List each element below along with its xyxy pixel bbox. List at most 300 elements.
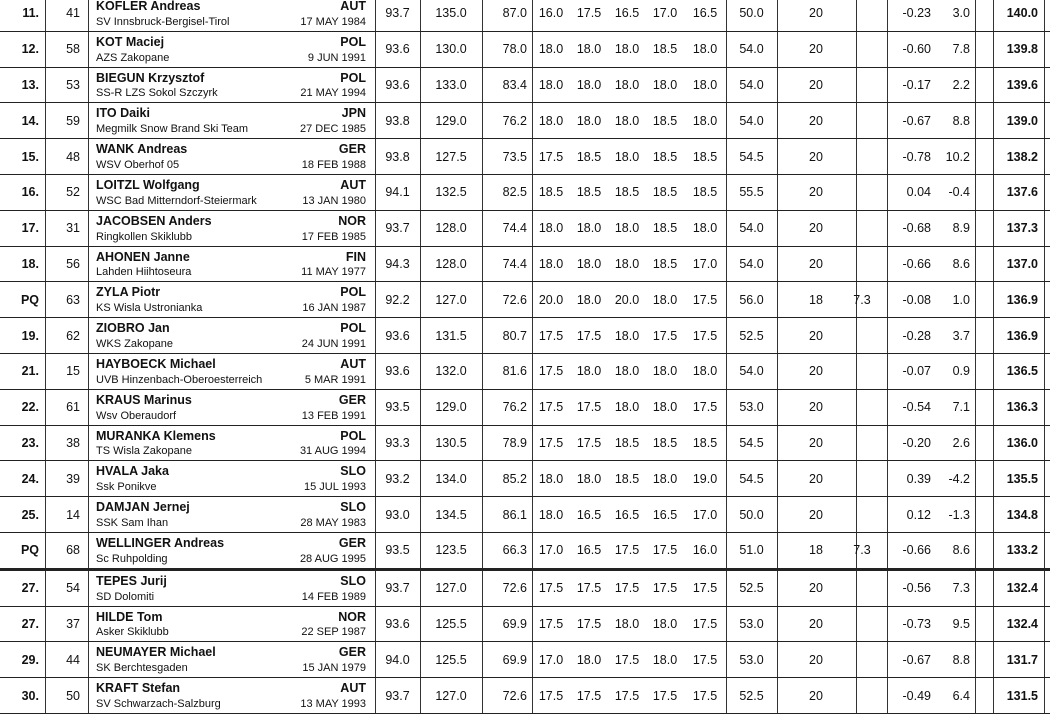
wind-speed-cell: -0.54 (902, 400, 931, 415)
column-divider (88, 354, 89, 389)
total-points-cell: 139.0 (1006, 113, 1038, 128)
column-divider (88, 103, 89, 138)
speed-cell: 93.6 (385, 77, 410, 92)
judge-score-cell: 18.0 (538, 221, 564, 236)
distance-points-cell: 69.9 (502, 616, 527, 631)
speed-cell: 93.2 (385, 471, 410, 486)
table-row (0, 426, 1050, 462)
column-divider (777, 139, 778, 174)
distance-cell: 130.0 (435, 42, 467, 57)
column-divider (1044, 461, 1045, 496)
column-divider (45, 354, 46, 389)
bib-cell: 59 (66, 113, 80, 128)
judge-score-cell: 17.0 (652, 6, 678, 21)
gate-points-cell (842, 426, 882, 461)
speed-cell: 93.5 (385, 400, 410, 415)
athlete-name: WELLINGER Andreas (96, 535, 225, 550)
date-of-birth: 13 JAN 1980 (302, 194, 366, 207)
column-divider (975, 571, 976, 606)
column-divider (777, 607, 778, 642)
judge-score-cell: 18.0 (692, 113, 718, 128)
judge-points-cell: 54.0 (739, 364, 764, 379)
nation-code: POL (340, 285, 366, 300)
judge-score-cell: 17.5 (652, 328, 678, 343)
column-divider (88, 247, 89, 282)
gate-cell: 18 (809, 292, 823, 307)
wind-points-cell: 6.4 (952, 688, 970, 703)
column-divider (45, 103, 46, 138)
nation-code: POL (340, 70, 366, 85)
date-of-birth: 31 AUG 1994 (299, 445, 366, 458)
gate-points-cell (842, 211, 882, 246)
column-divider (975, 607, 976, 642)
judge-score-cell: 18.0 (576, 652, 602, 667)
column-divider (777, 32, 778, 67)
judge-score-cell: 18.0 (652, 471, 678, 486)
gate-cell: 20 (809, 435, 823, 450)
table-row (0, 497, 1050, 533)
judge-points-cell: 56.0 (739, 292, 764, 307)
club-name: SK Berchtesgaden (96, 662, 188, 675)
distance-points-cell: 80.7 (502, 328, 527, 343)
total-points-cell: 136.0 (1006, 435, 1038, 450)
judge-score-cell: 17.0 (692, 507, 718, 522)
judge-score-cell: 18.5 (614, 471, 640, 486)
gate-cell: 20 (809, 221, 823, 236)
rank-cell: 18. (21, 256, 39, 271)
bib-cell: 61 (66, 400, 80, 415)
distance-points-cell: 78.9 (502, 435, 527, 450)
judge-points-cell: 54.5 (739, 471, 764, 486)
date-of-birth: 28 MAY 1983 (300, 516, 366, 529)
judge-score-cell: 17.5 (538, 400, 564, 415)
column-divider (45, 571, 46, 606)
column-divider (777, 0, 778, 31)
bib-cell: 68 (66, 543, 80, 558)
wind-points-cell: -1.3 (948, 507, 970, 522)
wind-points-cell: 7.1 (952, 400, 970, 415)
nation-code: AUT (340, 356, 366, 371)
nation-code: GER (338, 392, 366, 407)
wind-points-cell: -0.4 (948, 185, 970, 200)
judge-score-cell: 18.5 (652, 149, 678, 164)
distance-points-cell: 76.2 (502, 400, 527, 415)
club-name: SV Schwarzach-Salzburg (96, 697, 221, 710)
judge-score-cell: 17.0 (538, 543, 564, 558)
judge-score-cell: 18.0 (652, 616, 678, 631)
column-divider (975, 68, 976, 103)
distance-points-cell: 87.0 (502, 6, 527, 21)
column-divider (777, 461, 778, 496)
judge-score-cell: 17.5 (614, 688, 640, 703)
nation-code: AUT (340, 177, 366, 192)
speed-cell: 93.6 (385, 328, 410, 343)
judge-score-cell: 18.0 (652, 400, 678, 415)
judge-score-cell: 18.0 (576, 256, 602, 271)
column-divider (777, 497, 778, 532)
column-divider (777, 175, 778, 210)
distance-points-cell: 72.6 (502, 581, 527, 596)
distance-points-cell: 72.6 (502, 292, 527, 307)
gate-points-cell (842, 103, 882, 138)
judge-points-cell: 54.0 (739, 77, 764, 92)
judge-score-cell: 18.5 (652, 221, 678, 236)
judge-score-cell: 17.5 (576, 581, 602, 596)
gate-cell: 20 (809, 616, 823, 631)
judge-points-cell: 53.0 (739, 400, 764, 415)
judge-points-cell: 52.5 (739, 581, 764, 596)
column-divider (45, 607, 46, 642)
total-points-cell: 137.0 (1006, 256, 1038, 271)
column-divider (777, 103, 778, 138)
judge-score-cell: 18.0 (576, 113, 602, 128)
judge-points-cell: 54.0 (739, 256, 764, 271)
nation-code: GER (338, 142, 366, 157)
column-divider (975, 211, 976, 246)
table-row (0, 68, 1050, 104)
gate-cell: 20 (809, 688, 823, 703)
distance-cell: 133.0 (435, 77, 467, 92)
total-points-cell: 137.6 (1006, 185, 1038, 200)
table-row (0, 354, 1050, 390)
column-divider (88, 175, 89, 210)
distance-cell: 129.0 (435, 113, 467, 128)
column-divider (975, 103, 976, 138)
judge-score-cell: 18.0 (692, 221, 718, 236)
athlete-name: HAYBOECK Michael (96, 356, 216, 371)
judge-score-cell: 17.5 (576, 688, 602, 703)
total-points-cell: 139.6 (1006, 77, 1038, 92)
judge-score-cell: 17.5 (692, 328, 718, 343)
wind-points-cell: 1.0 (952, 292, 970, 307)
wind-speed-cell: -0.08 (902, 292, 931, 307)
total-points-cell: 137.3 (1006, 221, 1038, 236)
judge-score-cell: 17.5 (538, 581, 564, 596)
bib-cell: 56 (66, 256, 80, 271)
club-name: Megmilk Snow Brand Ski Team (96, 123, 249, 136)
column-divider (45, 247, 46, 282)
column-divider (777, 533, 778, 568)
column-divider (45, 0, 46, 31)
column-divider (777, 354, 778, 389)
column-divider (975, 32, 976, 67)
judge-score-cell: 18.0 (614, 221, 640, 236)
column-divider (777, 211, 778, 246)
rank-cell: 19. (21, 328, 39, 343)
rank-cell: 11. (22, 6, 39, 21)
judge-score-cell: 18.0 (576, 221, 602, 236)
column-divider (88, 533, 89, 568)
distance-points-cell: 83.4 (502, 77, 527, 92)
rank-cell: 13. (21, 77, 39, 92)
table-row (0, 32, 1050, 68)
date-of-birth: 18 FEB 1988 (301, 158, 366, 171)
wind-speed-cell: -0.17 (902, 77, 931, 92)
date-of-birth: 13 MAY 1993 (300, 697, 366, 710)
column-divider (1044, 32, 1045, 67)
table-row (0, 175, 1050, 211)
gate-points-cell (842, 354, 882, 389)
gate-cell: 20 (809, 185, 823, 200)
bib-cell: 44 (66, 652, 80, 667)
gate-points-cell: 7.3 (853, 543, 871, 558)
judge-score-cell: 17.5 (692, 652, 718, 667)
rank-cell: 27. (21, 581, 39, 596)
judge-score-cell: 18.0 (576, 292, 602, 307)
distance-cell: 128.0 (435, 221, 467, 236)
speed-cell: 94.0 (385, 652, 410, 667)
speed-cell: 92.2 (385, 292, 410, 307)
bib-cell: 63 (66, 292, 80, 307)
column-divider (975, 175, 976, 210)
distance-points-cell: 74.4 (502, 221, 527, 236)
judge-score-cell: 18.0 (692, 364, 718, 379)
wind-points-cell: -4.2 (948, 471, 970, 486)
judge-points-cell: 55.5 (739, 185, 764, 200)
gate-cell: 20 (809, 149, 823, 164)
distance-points-cell: 85.2 (502, 471, 527, 486)
gate-points-cell: 7.3 (853, 292, 871, 307)
column-divider (1044, 390, 1045, 425)
nation-code: AUT (340, 0, 366, 13)
column-divider (88, 32, 89, 67)
judge-score-cell: 17.5 (538, 328, 564, 343)
distance-cell: 127.5 (435, 149, 467, 164)
judge-score-cell: 17.5 (538, 364, 564, 379)
gate-points-cell (842, 607, 882, 642)
wind-points-cell: 9.5 (952, 616, 970, 631)
column-divider (975, 318, 976, 353)
club-name: SSK Sam Ihan (96, 516, 169, 529)
rank-cell: 27. (21, 616, 39, 631)
judge-score-cell: 18.0 (538, 256, 564, 271)
distance-cell: 134.0 (435, 471, 467, 486)
bib-cell: 48 (66, 149, 80, 164)
wind-points-cell: 2.2 (952, 77, 970, 92)
gate-cell: 20 (809, 400, 823, 415)
distance-points-cell: 66.3 (502, 543, 527, 558)
judge-score-cell: 16.5 (614, 6, 640, 21)
judge-score-cell: 18.5 (652, 256, 678, 271)
nation-code: GER (338, 535, 366, 550)
athlete-name: AHONEN Janne (96, 249, 190, 264)
total-points-cell: 136.9 (1006, 328, 1038, 343)
speed-cell: 93.5 (385, 543, 410, 558)
athlete-name: LOITZL Wolfgang (96, 177, 200, 192)
bib-cell: 41 (66, 6, 80, 21)
distance-cell: 132.5 (435, 185, 467, 200)
column-divider (975, 426, 976, 461)
judge-score-cell: 18.0 (576, 471, 602, 486)
wind-speed-cell: -0.66 (902, 543, 931, 558)
rank-cell: 25. (21, 507, 39, 522)
gate-cell: 20 (809, 328, 823, 343)
club-name: KS Wisla Ustronianka (96, 302, 203, 315)
judge-score-cell: 18.0 (652, 364, 678, 379)
bib-cell: 58 (66, 42, 80, 57)
judge-score-cell: 16.5 (614, 507, 640, 522)
column-divider (777, 390, 778, 425)
judge-score-cell: 18.5 (692, 185, 718, 200)
total-points-cell: 139.8 (1006, 42, 1038, 57)
date-of-birth: 27 DEC 1985 (299, 123, 366, 136)
judge-score-cell: 17.5 (652, 581, 678, 596)
gate-points-cell (842, 175, 882, 210)
column-divider (1044, 607, 1045, 642)
column-divider (88, 282, 89, 317)
gate-points-cell (842, 571, 882, 606)
bib-cell: 15 (66, 364, 80, 379)
column-divider (45, 461, 46, 496)
date-of-birth: 17 MAY 1984 (300, 15, 366, 28)
judge-score-cell: 18.0 (614, 400, 640, 415)
judge-score-cell: 17.5 (576, 328, 602, 343)
nation-code: GER (338, 645, 366, 660)
club-name: AZS Zakopane (96, 51, 170, 64)
judge-points-cell: 54.0 (739, 42, 764, 57)
judge-score-cell: 16.0 (538, 6, 564, 21)
judge-score-cell: 17.5 (538, 616, 564, 631)
table-row (0, 533, 1050, 569)
wind-points-cell: 8.9 (952, 221, 970, 236)
speed-cell: 93.8 (385, 113, 410, 128)
distance-cell: 129.0 (435, 400, 467, 415)
column-divider (975, 139, 976, 174)
column-divider (45, 32, 46, 67)
nation-code: SLO (340, 500, 366, 515)
gate-cell: 20 (809, 77, 823, 92)
table-row (0, 282, 1050, 318)
judge-score-cell: 17.5 (538, 435, 564, 450)
judge-score-cell: 18.0 (692, 77, 718, 92)
wind-speed-cell: -0.67 (902, 113, 931, 128)
judge-score-cell: 16.5 (576, 507, 602, 522)
judge-score-cell: 18.5 (652, 42, 678, 57)
athlete-name: JACOBSEN Anders (96, 213, 212, 228)
table-row (0, 0, 1050, 32)
column-divider (1044, 282, 1045, 317)
judge-score-cell: 18.0 (538, 471, 564, 486)
gate-points-cell (842, 390, 882, 425)
speed-cell: 93.6 (385, 364, 410, 379)
rank-cell: 23. (21, 435, 39, 450)
column-divider (975, 461, 976, 496)
column-divider (1044, 678, 1045, 713)
column-divider (88, 607, 89, 642)
athlete-name: ITO Daiki (96, 106, 150, 121)
wind-points-cell: 8.6 (952, 543, 970, 558)
date-of-birth: 13 FEB 1991 (301, 409, 366, 422)
column-divider (975, 497, 976, 532)
judge-score-cell: 16.5 (652, 507, 678, 522)
column-divider (777, 282, 778, 317)
column-divider (88, 211, 89, 246)
distance-cell: 123.5 (435, 543, 467, 558)
column-divider (975, 390, 976, 425)
club-name: Wsv Oberaudorf (96, 409, 177, 422)
nation-code: SLO (340, 464, 366, 479)
column-divider (45, 175, 46, 210)
column-divider (777, 68, 778, 103)
athlete-name: KRAFT Stefan (96, 681, 181, 696)
judge-score-cell: 18.0 (614, 328, 640, 343)
column-divider (88, 318, 89, 353)
judge-score-cell: 18.0 (692, 42, 718, 57)
rank-cell: 29. (21, 652, 39, 667)
gate-cell: 20 (809, 42, 823, 57)
wind-points-cell: 8.8 (952, 652, 970, 667)
nation-code: POL (340, 428, 366, 443)
distance-points-cell: 74.4 (502, 256, 527, 271)
club-name: Ringkollen Skiklubb (96, 230, 192, 243)
athlete-name: KOT Maciej (96, 34, 165, 49)
column-divider (1044, 533, 1045, 568)
speed-cell: 93.0 (385, 507, 410, 522)
table-row (0, 247, 1050, 283)
rank-cell: 21. (21, 364, 39, 379)
judge-score-cell: 18.0 (614, 77, 640, 92)
wind-points-cell: 3.0 (952, 6, 970, 21)
column-divider (1044, 68, 1045, 103)
wind-points-cell: 7.3 (952, 581, 970, 596)
column-divider (45, 533, 46, 568)
date-of-birth: 22 SEP 1987 (301, 626, 366, 639)
judge-points-cell: 52.5 (739, 328, 764, 343)
judge-score-cell: 17.5 (614, 652, 640, 667)
judge-score-cell: 18.0 (576, 364, 602, 379)
club-name: Lahden Hiihtoseura (96, 266, 192, 279)
bib-cell: 39 (66, 471, 80, 486)
judge-score-cell: 18.5 (576, 185, 602, 200)
date-of-birth: 16 JAN 1987 (302, 302, 366, 315)
wind-speed-cell: -0.20 (902, 435, 931, 450)
rank-cell: 14. (21, 113, 39, 128)
date-of-birth: 14 FEB 1989 (301, 590, 366, 603)
wind-points-cell: 10.2 (945, 149, 970, 164)
date-of-birth: 9 JUN 1991 (307, 51, 366, 64)
judge-score-cell: 18.5 (652, 435, 678, 450)
column-divider (45, 139, 46, 174)
gate-points-cell (842, 642, 882, 677)
column-divider (1044, 0, 1045, 31)
speed-cell: 93.3 (385, 435, 410, 450)
wind-speed-cell: -0.56 (902, 581, 931, 596)
distance-cell: 130.5 (435, 435, 467, 450)
column-divider (88, 571, 89, 606)
column-divider (777, 642, 778, 677)
club-name: SV Innsbruck-Bergisel-Tirol (96, 15, 230, 28)
date-of-birth: 15 JAN 1979 (302, 662, 366, 675)
bib-cell: 54 (66, 581, 80, 596)
judge-score-cell: 18.0 (652, 652, 678, 667)
total-points-cell: 132.4 (1006, 581, 1038, 596)
judge-score-cell: 17.5 (576, 435, 602, 450)
column-divider (975, 282, 976, 317)
athlete-name: NEUMAYER Michael (96, 645, 216, 660)
judge-score-cell: 17.5 (692, 400, 718, 415)
rank-cell: 22. (21, 400, 39, 415)
table-row (0, 318, 1050, 354)
athlete-name: ZIOBRO Jan (96, 321, 170, 336)
wind-points-cell: 7.8 (952, 42, 970, 57)
column-divider (1044, 642, 1045, 677)
column-divider (975, 0, 976, 31)
total-points-cell: 136.3 (1006, 400, 1038, 415)
speed-cell: 93.7 (385, 221, 410, 236)
total-points-cell: 132.4 (1006, 616, 1038, 631)
speed-cell: 93.6 (385, 616, 410, 631)
judge-points-cell: 52.5 (739, 688, 764, 703)
